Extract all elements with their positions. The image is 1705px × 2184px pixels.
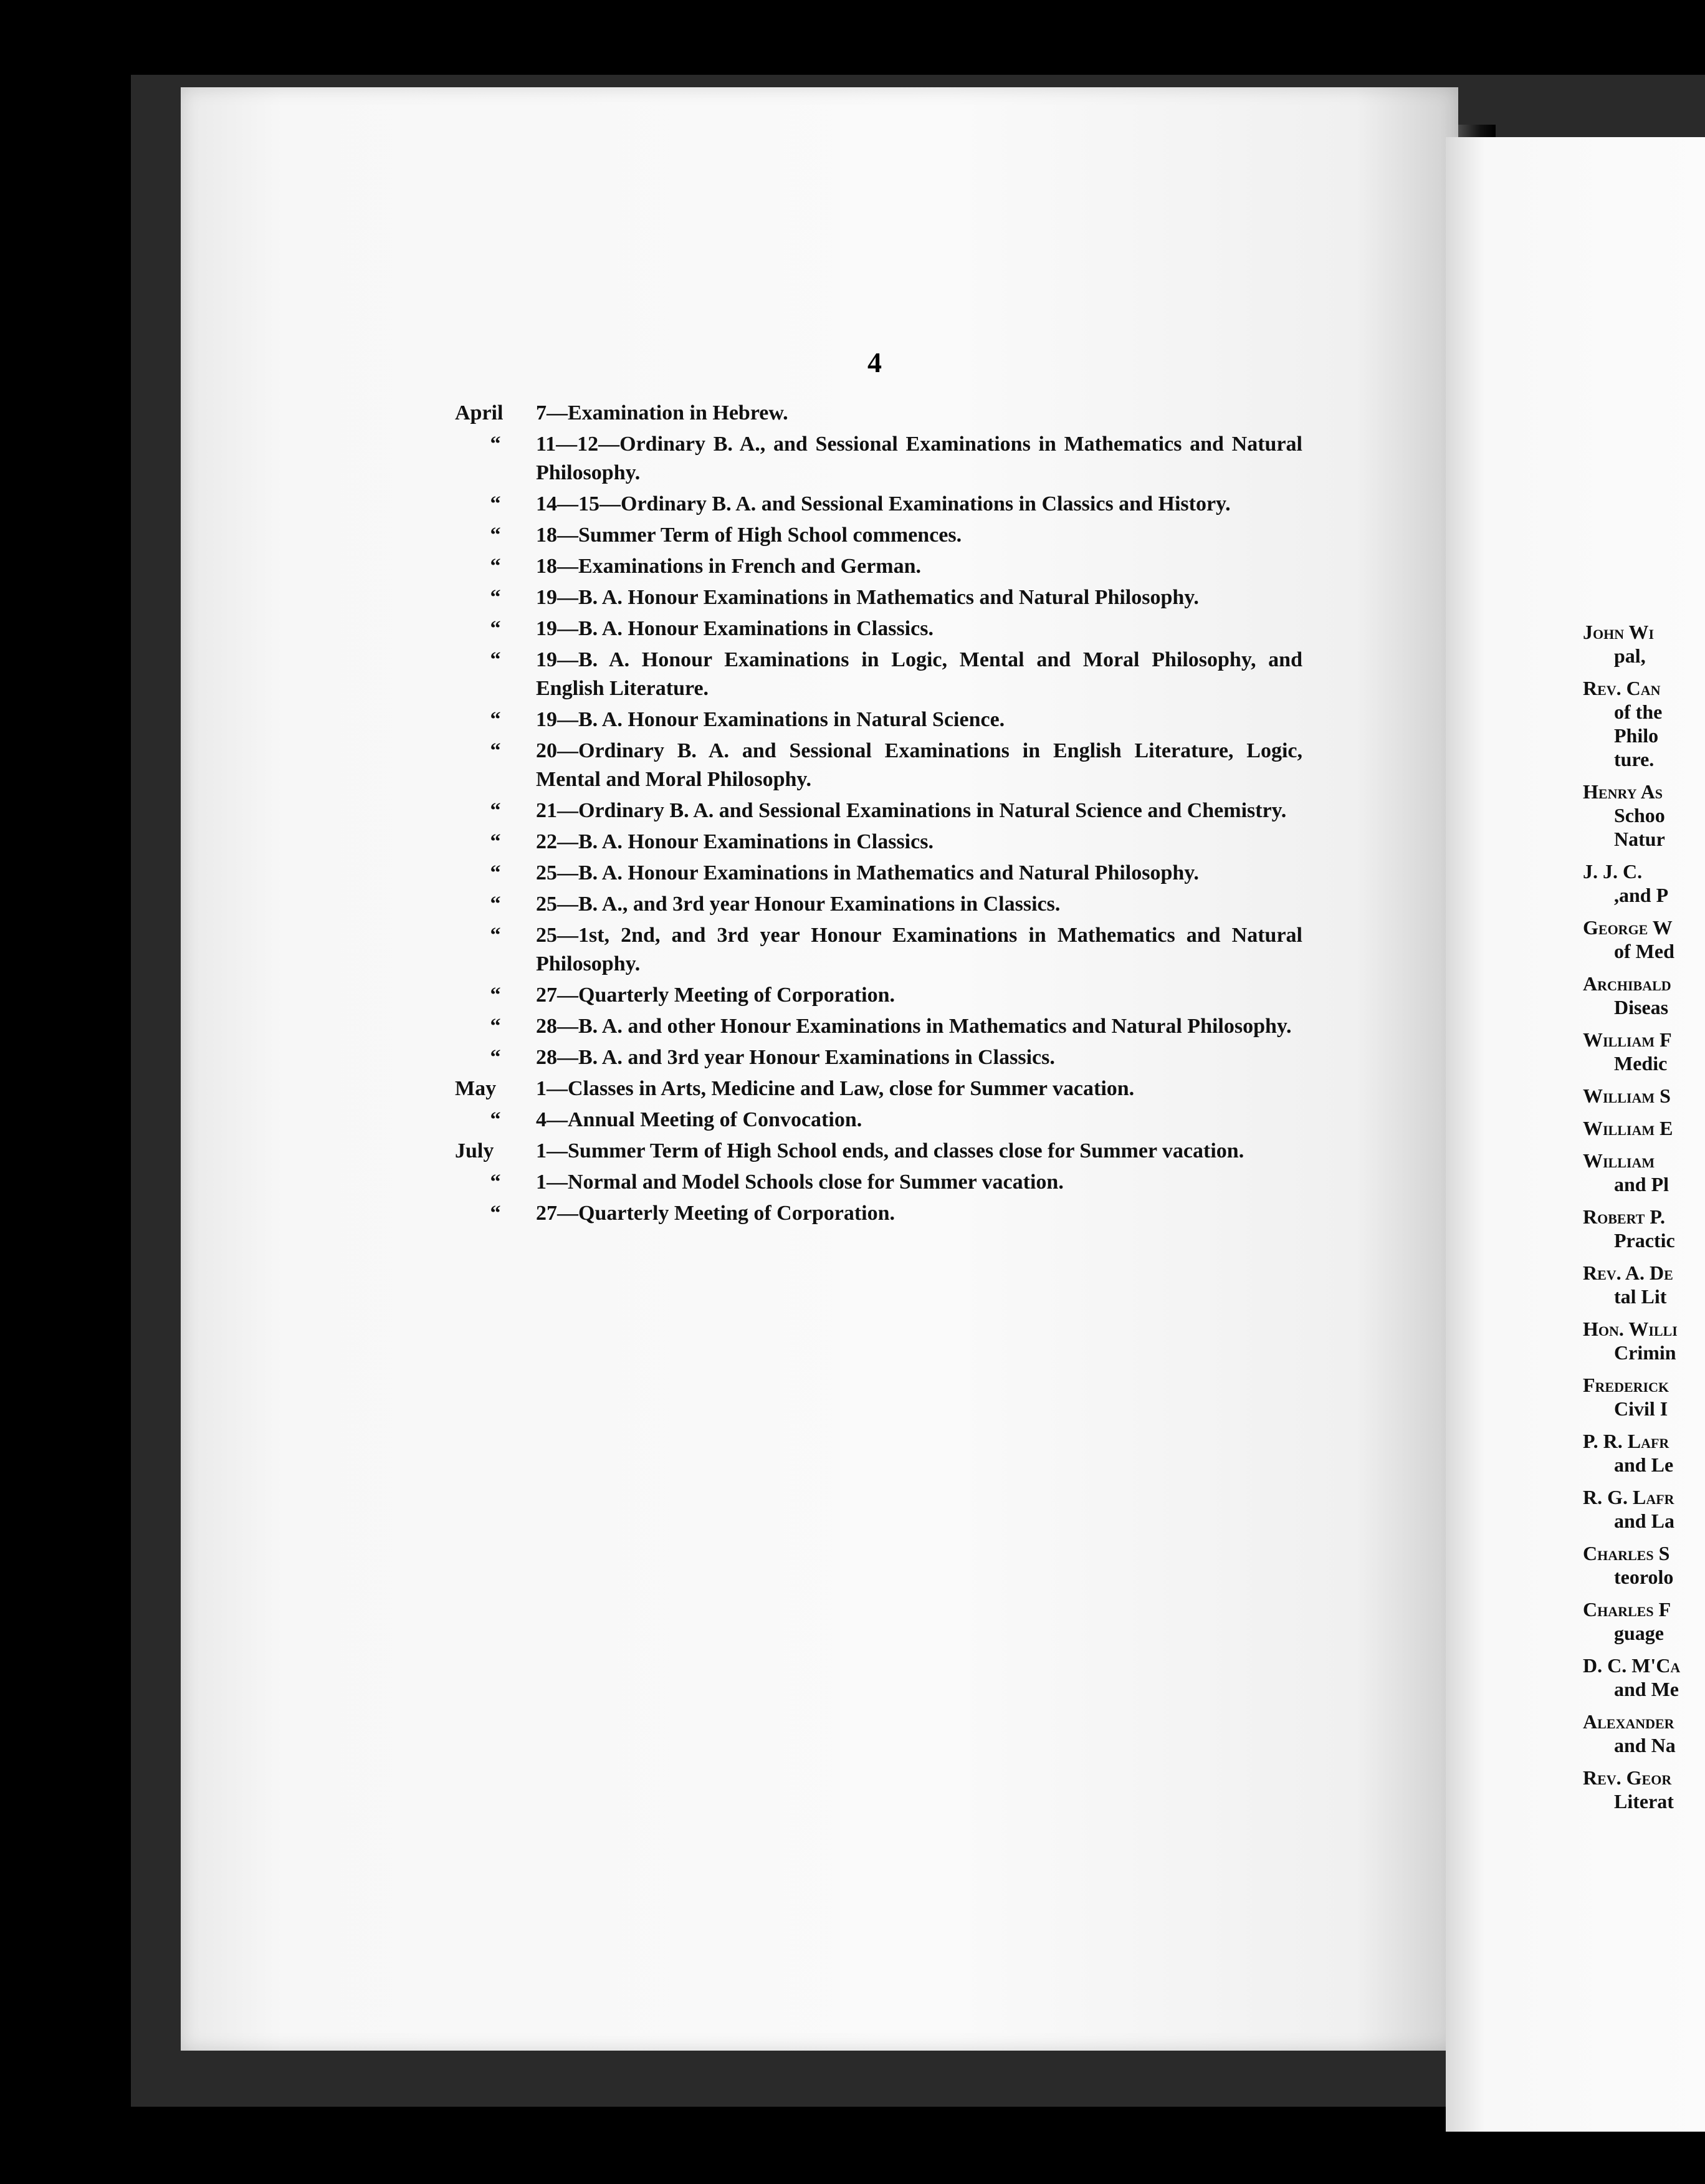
staff-entry <box>1583 1317 1705 1364</box>
schedule-text: 19—B. A. Honour Examinations in Classics. <box>536 617 934 640</box>
staff-name: John Wi <box>1583 621 1655 643</box>
staff-title: guage <box>1614 1622 1664 1644</box>
schedule-month: April <box>455 401 504 424</box>
staff-entry <box>1583 972 1705 1019</box>
schedule-text: 7—Examination in Hebrew. <box>536 401 788 424</box>
staff-name: Robert P. <box>1583 1205 1665 1228</box>
staff-name: William F <box>1583 1028 1672 1051</box>
staff-name: Henry As <box>1583 780 1663 803</box>
staff-entry <box>1583 1261 1705 1308</box>
schedule-entry <box>455 981 1302 1010</box>
schedule-entry <box>455 646 1302 703</box>
staff-entry <box>1583 1084 1705 1108</box>
schedule-month: May <box>455 1077 497 1100</box>
schedule-text: 18—Examinations in French and German. <box>536 555 922 578</box>
schedule-text: 20—Ordinary B. A. and Sessional Examinations in English Literature, Logic, Mental and Moral Philosophy. <box>536 739 1302 791</box>
staff-title: Philo <box>1614 724 1659 747</box>
staff-entry <box>1583 1116 1705 1140</box>
staff-name: Alexander <box>1583 1710 1674 1733</box>
staff-title: and Me <box>1614 1678 1679 1700</box>
schedule-text: 28—B. A. and 3rd year Honour Examinations in Classics. <box>536 1046 1055 1069</box>
schedule-month: “ <box>490 1171 501 1194</box>
staff-title: Practic <box>1614 1229 1675 1252</box>
schedule-entry <box>455 1168 1302 1197</box>
schedule-text: 28—B. A. and other Honour Examinations in Mathematics and Natural Philosophy. <box>536 1015 1292 1038</box>
staff-title: tal Lit <box>1614 1285 1667 1308</box>
staff-entry <box>1583 860 1705 907</box>
staff-entry <box>1583 1028 1705 1075</box>
schedule-month: July <box>455 1139 494 1162</box>
schedule-month: “ <box>490 799 501 822</box>
schedule-month: “ <box>490 893 501 916</box>
schedule-text: 19—B. A. Honour Examinations in Mathematics and Natural Philosophy. <box>536 586 1199 609</box>
staff-name: D. C. M'Ca <box>1583 1654 1681 1677</box>
schedule-entry <box>455 1075 1302 1103</box>
schedule-entry <box>455 430 1302 487</box>
staff-name: Rev. A. De <box>1583 1262 1673 1284</box>
staff-title: ture. <box>1614 748 1655 770</box>
schedule-text: 14—15—Ordinary B. A. and Sessional Examinations in Classics and History. <box>536 492 1231 515</box>
staff-title: Schoo <box>1614 804 1665 826</box>
schedule-entry <box>455 615 1302 643</box>
staff-title: and Na <box>1614 1734 1676 1756</box>
schedule-text: 19—B. A. Honour Examinations in Natural Science. <box>536 708 1005 731</box>
staff-name: Charles S <box>1583 1542 1670 1564</box>
schedule-text: 11—12—Ordinary B. A., and Sessional Examinations in Mathematics and Natural Philosophy. <box>536 433 1302 484</box>
schedule-entry <box>455 859 1302 888</box>
staff-name: R. G. Lafr <box>1583 1486 1674 1508</box>
staff-title: Civil I <box>1614 1397 1668 1420</box>
staff-entry <box>1583 1485 1705 1533</box>
staff-entry <box>1583 916 1705 963</box>
schedule-entry <box>455 490 1302 519</box>
schedule-text: 25—B. A., and 3rd year Honour Examinations in Classics. <box>536 893 1061 916</box>
staff-name: William E <box>1583 1117 1673 1139</box>
staff-entry <box>1583 1205 1705 1252</box>
staff-title: of the <box>1614 701 1663 723</box>
staff-entry <box>1583 1429 1705 1477</box>
staff-name: P. R. Lafr <box>1583 1430 1669 1452</box>
schedule-entry <box>455 828 1302 856</box>
staff-name: William S <box>1583 1085 1671 1107</box>
schedule-month: “ <box>490 617 501 640</box>
schedule-month: “ <box>490 1015 501 1038</box>
staff-title: and La <box>1614 1510 1674 1532</box>
staff-name: Archibald <box>1583 972 1671 995</box>
schedule-month: “ <box>490 984 501 1007</box>
schedule-text: 1—Classes in Arts, Medicine and Law, close for Summer vacation. <box>536 1077 1135 1100</box>
schedule-entry <box>455 1199 1302 1228</box>
schedule-month: “ <box>490 586 501 609</box>
schedule-month: “ <box>490 924 501 947</box>
staff-entry <box>1583 1654 1705 1701</box>
schedule-month: “ <box>490 1046 501 1069</box>
schedule-entry <box>455 921 1302 979</box>
staff-title: and Le <box>1614 1454 1674 1476</box>
schedule-text: 4—Annual Meeting of Convocation. <box>536 1108 862 1131</box>
schedule-entry <box>455 706 1302 734</box>
schedule-month: “ <box>490 861 501 884</box>
examination-schedule <box>455 399 1302 1230</box>
schedule-entry <box>455 399 1302 428</box>
schedule-month: “ <box>490 830 501 853</box>
schedule-month: “ <box>490 492 501 515</box>
staff-entry <box>1583 1766 1705 1813</box>
staff-name: Hon. Willi <box>1583 1318 1678 1340</box>
staff-entry <box>1583 1149 1705 1196</box>
schedule-entry <box>455 1137 1302 1166</box>
schedule-entry <box>455 1012 1302 1041</box>
schedule-text: 1—Normal and Model Schools close for Summer vacation. <box>536 1171 1064 1194</box>
staff-entry <box>1583 1541 1705 1589</box>
staff-name: George W <box>1583 916 1673 939</box>
schedule-month: “ <box>490 1202 501 1225</box>
staff-title: teorolo <box>1614 1566 1674 1588</box>
staff-title: Crimin <box>1614 1341 1676 1364</box>
staff-title: Medic <box>1614 1052 1668 1075</box>
schedule-text: 21—Ordinary B. A. and Sessional Examinations in Natural Science and Chemistry. <box>536 799 1287 822</box>
schedule-text: 1—Summer Term of High School ends, and classes close for Summer vacation. <box>536 1139 1244 1162</box>
staff-title: Diseas <box>1614 996 1669 1018</box>
staff-name: J. J. C. <box>1583 860 1643 883</box>
schedule-entry <box>455 1106 1302 1134</box>
staff-name: Frederick <box>1583 1374 1669 1396</box>
staff-name: Rev. Can <box>1583 677 1661 699</box>
schedule-month: “ <box>490 708 501 731</box>
staff-entry <box>1583 780 1705 851</box>
schedule-entry <box>455 890 1302 919</box>
schedule-month: “ <box>490 524 501 547</box>
schedule-entry <box>455 737 1302 794</box>
schedule-text: 27—Quarterly Meeting of Corporation. <box>536 1202 895 1225</box>
schedule-month: “ <box>490 648 501 671</box>
schedule-month: “ <box>490 555 501 578</box>
schedule-month: “ <box>490 739 501 762</box>
staff-entry <box>1583 620 1705 668</box>
page-number: 4 <box>867 347 882 378</box>
schedule-entry <box>455 583 1302 612</box>
staff-title: and Pl <box>1614 1173 1669 1195</box>
schedule-text: 27—Quarterly Meeting of Corporation. <box>536 984 895 1007</box>
staff-title: of Med <box>1614 940 1674 962</box>
schedule-month: “ <box>490 1108 501 1131</box>
staff-entry <box>1583 1597 1705 1645</box>
schedule-month: “ <box>490 433 501 456</box>
staff-title: Literat <box>1614 1790 1674 1813</box>
right-page-staff-list <box>1583 620 1705 1822</box>
schedule-text: 25—B. A. Honour Examinations in Mathematics and Natural Philosophy. <box>536 861 1199 884</box>
staff-entry <box>1583 676 1705 771</box>
staff-name: Charles F <box>1583 1598 1671 1621</box>
schedule-entry <box>455 521 1302 550</box>
schedule-entry <box>455 552 1302 581</box>
staff-name: William <box>1583 1149 1655 1172</box>
staff-entry <box>1583 1710 1705 1757</box>
schedule-entry <box>455 797 1302 825</box>
staff-title: Natur <box>1614 828 1665 850</box>
schedule-entry <box>455 1043 1302 1072</box>
schedule-text: 25—1st, 2nd, and 3rd year Honour Examinations in Mathematics and Natural Philosophy. <box>536 924 1302 975</box>
staff-title: ,and P <box>1614 884 1669 906</box>
staff-entry <box>1583 1373 1705 1420</box>
schedule-text: 18—Summer Term of High School commences. <box>536 524 962 547</box>
staff-title: pal, <box>1614 644 1646 667</box>
staff-name: Rev. Geor <box>1583 1766 1672 1789</box>
schedule-text: 19—B. A. Honour Examinations in Logic, Mental and Moral Philosophy, and English Literature. <box>536 648 1302 700</box>
schedule-text: 22—B. A. Honour Examinations in Classics. <box>536 830 934 853</box>
